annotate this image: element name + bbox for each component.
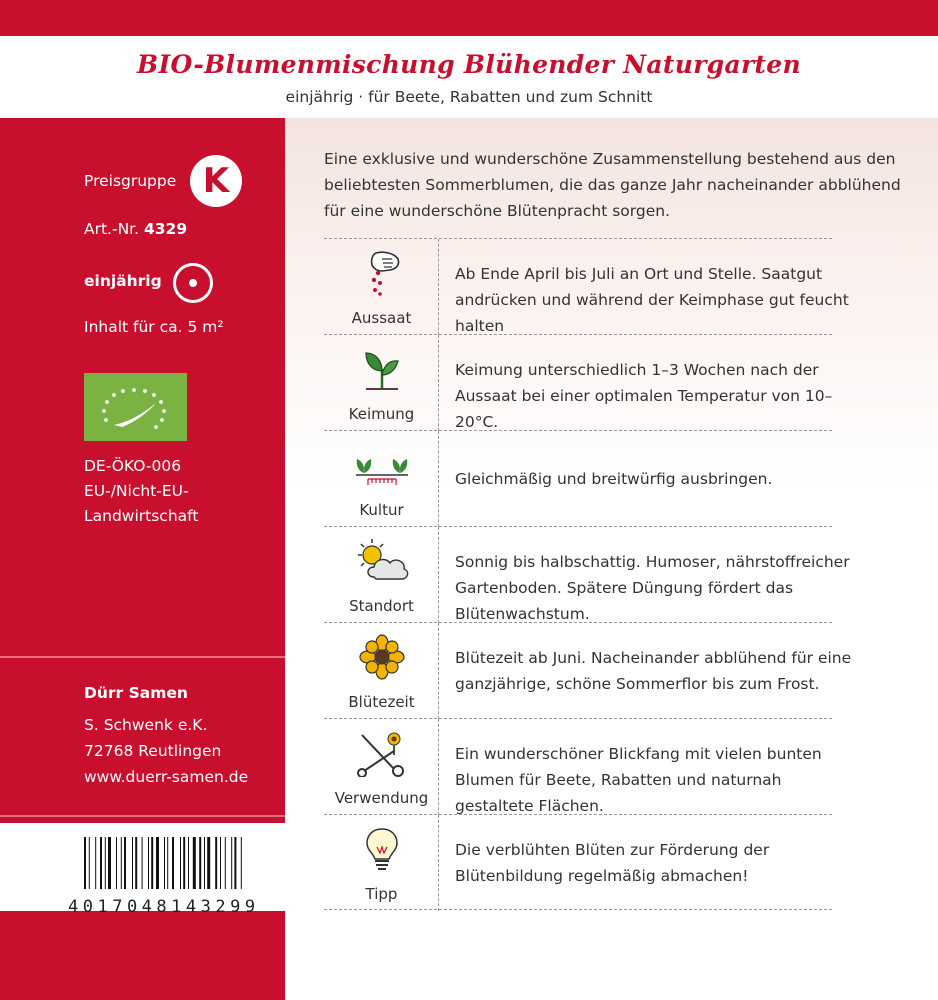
barcode-bars bbox=[0, 823, 285, 895]
article-number-label: Art.-Nr. bbox=[84, 220, 140, 238]
product-title: BIO-Blumenmischung Blühender Naturgarten bbox=[137, 50, 801, 79]
company-address: 72768 Reutlingen bbox=[84, 742, 222, 760]
eu-organic-logo bbox=[84, 373, 187, 441]
barcode-bar bbox=[215, 837, 217, 889]
icon-cell bbox=[324, 239, 439, 335]
barcode-number: 4017048143299 bbox=[68, 897, 260, 917]
row-text: Ein wunderschöner Blickfang mit vielen bunten Blumen für Beete, Rabatten und naturnah gestaltete Flächen. bbox=[455, 745, 822, 815]
table-row bbox=[324, 622, 852, 718]
barcode-bar bbox=[167, 837, 168, 889]
barcode-bar bbox=[188, 837, 189, 889]
barcode-bar bbox=[180, 837, 181, 889]
row-text: Ab Ende April bis Juli an Ort und Stelle. Saatgut andrücken und während der Keimphase gut feucht halten bbox=[455, 265, 849, 335]
table-row bbox=[324, 526, 850, 623]
barcode-bar bbox=[225, 837, 226, 889]
annual-label: einjährig bbox=[84, 272, 162, 290]
icon-cell bbox=[324, 527, 439, 623]
barcode-bar bbox=[220, 837, 221, 889]
article-number bbox=[84, 220, 187, 238]
row-label: Keimung bbox=[348, 405, 415, 423]
icon-cell bbox=[324, 815, 439, 911]
barcode-bar bbox=[84, 837, 86, 889]
company-owner: S. Schwenk e.K. bbox=[84, 716, 208, 734]
barcode-bar bbox=[132, 837, 133, 889]
row-text: Die verblühten Blüten zur Förderung der Blütenbildung regelmäßig abmachen! bbox=[455, 841, 770, 885]
barcode-bar bbox=[172, 837, 174, 889]
company-name: Dürr Samen bbox=[84, 684, 188, 702]
barcode-bar bbox=[231, 837, 232, 889]
barcode-bar bbox=[105, 837, 106, 889]
table-row bbox=[324, 718, 832, 814]
table-row bbox=[324, 430, 832, 526]
company-website[interactable]: www.duerr-samen.de bbox=[84, 768, 249, 786]
barcode-bar bbox=[199, 837, 201, 889]
barcode-bar bbox=[100, 837, 102, 889]
row-label: Blütezeit bbox=[348, 693, 415, 711]
plants-ruler-icon bbox=[354, 441, 410, 489]
price-group-label: Preisgruppe bbox=[84, 172, 177, 190]
top-color-strip bbox=[0, 0, 938, 36]
barcode-bar bbox=[164, 837, 165, 889]
barcode-bar bbox=[108, 837, 111, 889]
icon-cell bbox=[324, 431, 439, 527]
row-text: Keimung unterschiedlich 1–3 Wochen nach der Aussaat bei einer optimalen Temperatur von 10–20°C. bbox=[455, 361, 833, 431]
light-bulb-icon bbox=[354, 825, 410, 873]
row-label: Tipp bbox=[365, 885, 398, 903]
barcode-bar bbox=[148, 837, 149, 889]
barcode-bar bbox=[204, 837, 205, 889]
icon-cell bbox=[324, 335, 439, 431]
barcode-bar bbox=[151, 837, 153, 889]
hand-seeds-icon bbox=[354, 249, 410, 297]
intro-text: Eine exklusive und wunderschöne Zusammenstellung bestehend aus den beliebtesten Sommerblumen, die das ganze Jahr nacheinander abblühend für eine wunderschöne Blütenpracht sorgen. bbox=[324, 150, 901, 220]
eco-origin-line1: EU-/Nicht-EU- bbox=[84, 482, 189, 500]
barcode-bar bbox=[95, 837, 96, 889]
table-row bbox=[324, 334, 832, 430]
table-row bbox=[324, 814, 832, 910]
eco-origin-line2: Landwirtschaft bbox=[84, 507, 199, 525]
scissors-flower-icon bbox=[354, 729, 410, 777]
icon-cell bbox=[324, 623, 439, 719]
main-content bbox=[285, 118, 938, 1000]
annual-symbol-icon bbox=[173, 263, 213, 303]
article-number-value: 4329 bbox=[143, 220, 188, 238]
barcode-bar bbox=[156, 837, 159, 889]
row-label: Kultur bbox=[359, 501, 404, 519]
table-row bbox=[324, 238, 849, 335]
row-text: Gleichmäßig und breitwürfig ausbringen. bbox=[455, 470, 773, 488]
eco-code: DE-ÖKO-006 bbox=[84, 457, 182, 475]
barcode-bar bbox=[207, 837, 210, 889]
sidebar-divider bbox=[0, 656, 285, 658]
barcode-bar bbox=[135, 837, 137, 889]
barcode-bar bbox=[116, 837, 117, 889]
barcode-bar bbox=[121, 837, 122, 889]
seedling-icon bbox=[354, 345, 410, 393]
sidebar-divider-bottom bbox=[0, 815, 285, 817]
row-label: Aussaat bbox=[351, 309, 412, 327]
info-sidebar bbox=[0, 118, 285, 1000]
barcode-bar bbox=[193, 837, 196, 889]
product-subtitle: einjährig · für Beete, Rabatten und zum Schnitt bbox=[285, 88, 653, 106]
flower-icon bbox=[354, 633, 410, 681]
content-info: Inhalt für ca. 5 m² bbox=[84, 318, 224, 336]
header bbox=[0, 36, 938, 118]
sun-cloud-icon bbox=[354, 537, 410, 585]
barcode-bar bbox=[124, 837, 126, 889]
care-table bbox=[324, 238, 852, 910]
barcode-bar bbox=[183, 837, 185, 889]
barcode-bar bbox=[234, 837, 236, 889]
row-text: Sonnig bis halbschattig. Humoser, nährstoffreicher Gartenboden. Spätere Düngung fördert das Blütenwachstum. bbox=[455, 553, 850, 623]
row-label: Standort bbox=[349, 597, 414, 615]
barcode bbox=[0, 823, 285, 917]
row-text: Blütezeit ab Juni. Nacheinander abblühend für eine ganzjährige, schöne Sommerflor bis zum Frost. bbox=[455, 649, 852, 693]
barcode-bar bbox=[89, 837, 90, 889]
icon-cell bbox=[324, 719, 439, 815]
row-label: Verwendung bbox=[334, 789, 429, 807]
barcode-bar bbox=[241, 837, 242, 889]
barcode-bar bbox=[142, 837, 143, 889]
price-group-badge: K bbox=[190, 155, 242, 207]
